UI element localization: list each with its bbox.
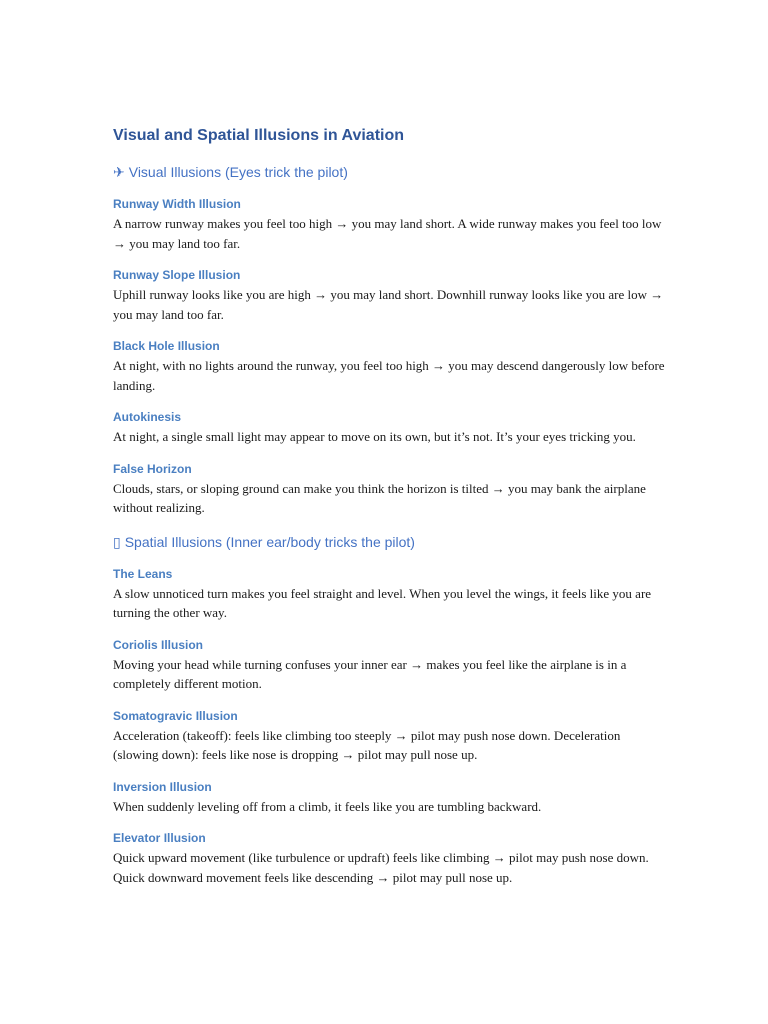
entry-body: When suddenly leveling off from a climb, it feels like you are tumbling backward. [113, 798, 542, 814]
entry-body: At night, a single small light may appear to move on its own, but it’s not. It’s your eyes tricking you. [113, 429, 636, 444]
entry-the-leans [113, 566, 668, 623]
entry-body: Moving your head while turning confuses your inner ear → makes you feel like the airplane is in a completely different motion. [113, 656, 627, 691]
entry-title: Black Hole Illusion [113, 339, 220, 353]
section-heading-label: Spatial Illusions (Inner ear/body tricks the pilot) [124, 533, 415, 550]
entry-body: Acceleration (takeoff): feels like climbing too steeply → pilot may push nose down. Deceleration (slowing down): feels like nose is dropping → pilot may pull nose up. [113, 727, 621, 762]
entry-title: Inversion Illusion [113, 779, 212, 794]
entry-inversion-illusion [113, 779, 668, 817]
entry-elevator-illusion [113, 830, 668, 887]
section-heading-visual-illusions [113, 162, 668, 182]
entry-false-horizon [113, 461, 668, 518]
entry-black-hole-illusion [113, 338, 668, 395]
entry-runway-width-illusion [113, 196, 668, 253]
entry-runway-slope-illusion [113, 267, 668, 324]
entry-body: Clouds, stars, or sloping ground can make you think the horizon is tilted → you may bank the airplane without realizing. [113, 480, 646, 515]
document-title: Visual and Spatial Illusions in Aviation [113, 127, 405, 144]
entry-title: Elevator Illusion [113, 831, 206, 845]
entry-title: The Leans [113, 566, 173, 581]
entry-body: Uphill runway looks like you are high → you may land short. Downhill runway looks like you are low → you may land too far. [113, 287, 664, 322]
entry-title: Runway Width Illusion [113, 197, 241, 211]
entry-title: Somatogravic Illusion [113, 708, 238, 723]
airplane-icon: ✈ [113, 164, 125, 180]
entry-body: At night, with no lights around the runway, you feel too high → you may descend dangerously low before landing. [113, 358, 665, 393]
entry-body: A slow unnoticed turn makes you feel straight and level. When you level the wings, it feels like you are turning the other way. [113, 585, 652, 620]
entry-title: False Horizon [113, 461, 192, 476]
entry-body: A narrow runway makes you feel too high → you may land short. A wide runway makes you feel too low → you may land too far. [113, 216, 662, 251]
entry-title: Coriolis Illusion [113, 637, 204, 652]
entry-coriolis-illusion [113, 637, 668, 694]
entry-autokinesis [113, 409, 668, 447]
entry-body: Quick upward movement (like turbulence or updraft) feels like climbing → pilot may push nose down. Quick downward movement feels like descending → pilot may pull nose up. [113, 850, 649, 885]
missing-glyph-icon: ▯ [113, 533, 121, 550]
entry-somatogravic-illusion [113, 708, 668, 765]
entry-title: Autokinesis [113, 410, 182, 424]
section-heading-label: Visual Illusions (Eyes trick the pilot) [128, 164, 348, 180]
entry-title: Runway Slope Illusion [113, 268, 241, 282]
section-heading-spatial-illusions [113, 532, 668, 552]
